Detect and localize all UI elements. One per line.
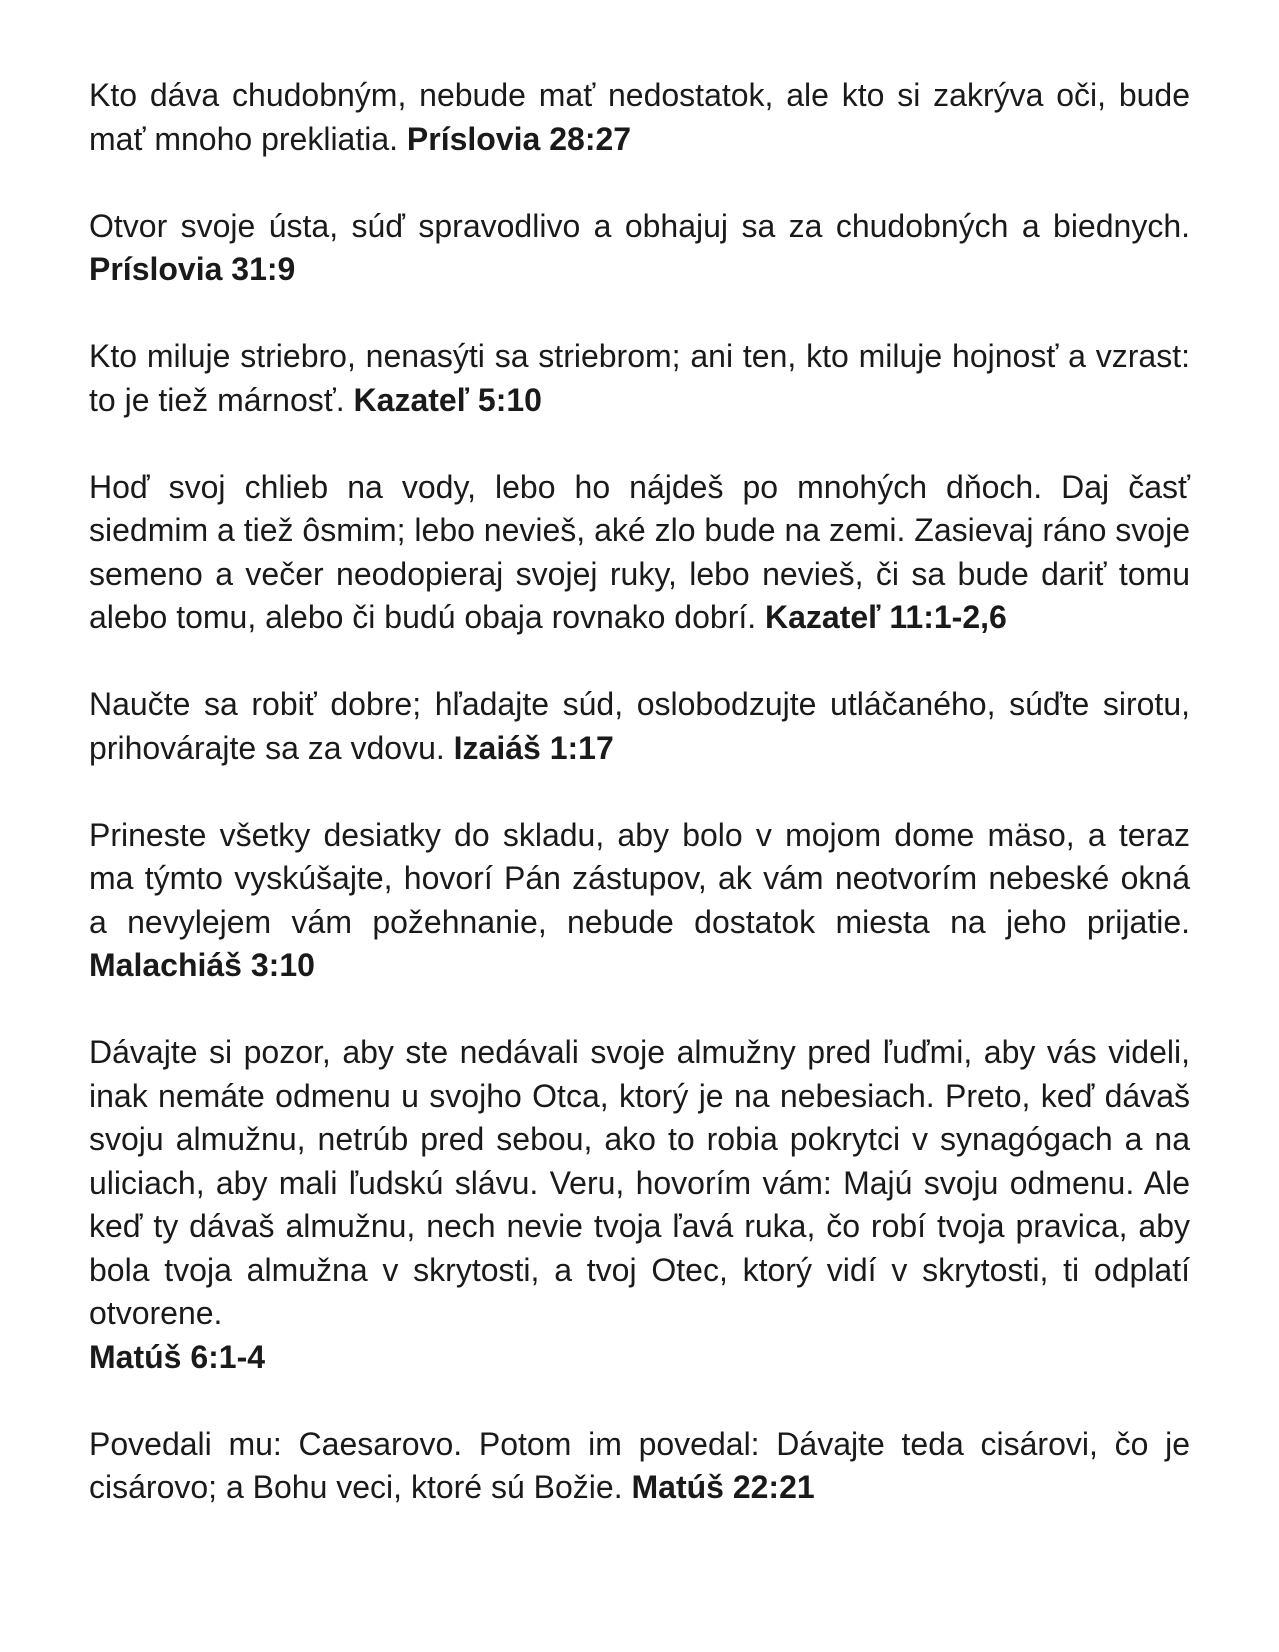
verse-text: Naučte sa robiť dobre; hľadajte súd, oslobodzujte utláčaného, súďte sirotu, prihovárajte sa za vdovu. bbox=[89, 686, 1190, 766]
verse-reference: Príslovia 31:9 bbox=[89, 251, 296, 287]
verse-text: Dávajte si pozor, aby ste nedávali svoje almužny pred ľuďmi, aby vás videli, inak nemáte odmenu u svojho Otca, ktorý je na nebesiach. Preto, keď dávaš svoju almužnu, netrúb pred sebou, ako to robia pokrytci v synagógach a na uliciach, aby mali ľudskú slávu. Veru, hovorím vám: Majú svoju odmenu. Ale keď ty dávaš almužnu, nech nevie tvoja ľavá ruka, čo robí tvoja pravica, aby bola tvoja almužna v skrytosti, a tvoj Otec, ktorý vidí v skrytosti, ti odplatí otvorene. bbox=[89, 1034, 1190, 1331]
verse-text: Povedali mu: Caesarovo. Potom im povedal: Dávajte teda cisárovi, čo je cisárovo; a Bohu veci, ktoré sú Božie. bbox=[89, 1425, 1190, 1505]
verse-reference: Matúš 6:1-4 bbox=[89, 1338, 266, 1375]
verse-reference: Kazateľ 11:1-2,6 bbox=[765, 599, 1007, 635]
verse-text: Kto dáva chudobným, nebude mať nedostatok, ale kto si zakrýva oči, bude mať mnoho prekliatia. bbox=[89, 77, 1190, 157]
verse-paragraph bbox=[89, 205, 1190, 292]
verse-paragraph bbox=[89, 814, 1190, 988]
verse-paragraph bbox=[89, 335, 1190, 422]
verse-paragraph bbox=[89, 1031, 1190, 1379]
verse-paragraph bbox=[89, 466, 1190, 640]
verse-reference: Izaiáš 1:17 bbox=[453, 729, 614, 766]
verse-text: Hoď svoj chlieb na vody, lebo ho nájdeš po mnohých dňoch. Daj časť siedmim a tiež ôsmim; lebo nevieš, aké zlo bude na zemi. Zasievaj ráno svoje semeno a večer neodopieraj svojej ruky, lebo nevieš, či sa bude dariť tomu alebo tomu, alebo či budú obaja rovnako dobrí. bbox=[89, 468, 1190, 635]
verse-reference: Príslovia 28:27 bbox=[406, 120, 632, 157]
verse-reference: Kazateľ 5:10 bbox=[353, 381, 542, 418]
document-page bbox=[89, 74, 1190, 1553]
verse-reference: Matúš 22:21 bbox=[631, 1469, 815, 1505]
verse-paragraph bbox=[89, 683, 1190, 770]
verse-paragraph bbox=[89, 1423, 1190, 1510]
verse-text: Otvor svoje ústa, súď spravodlivo a obhajuj sa za chudobných a biednych. bbox=[89, 207, 1190, 244]
verse-text: Prineste všetky desiatky do skladu, aby bolo v mojom dome mäso, a teraz ma týmto vyskúšajte, hovorí Pán zástupov, ak vám neotvorím nebeské okná a nevylejem vám požehnanie, nebude dostatok miesta na jeho prijatie. bbox=[89, 816, 1190, 940]
verse-reference: Malachiáš 3:10 bbox=[89, 947, 315, 983]
verse-text: Kto miluje striebro, nenasýti sa striebrom; ani ten, kto miluje hojnosť a vzrast: to je tiež márnosť. bbox=[89, 338, 1190, 418]
verse-paragraph bbox=[89, 74, 1190, 161]
